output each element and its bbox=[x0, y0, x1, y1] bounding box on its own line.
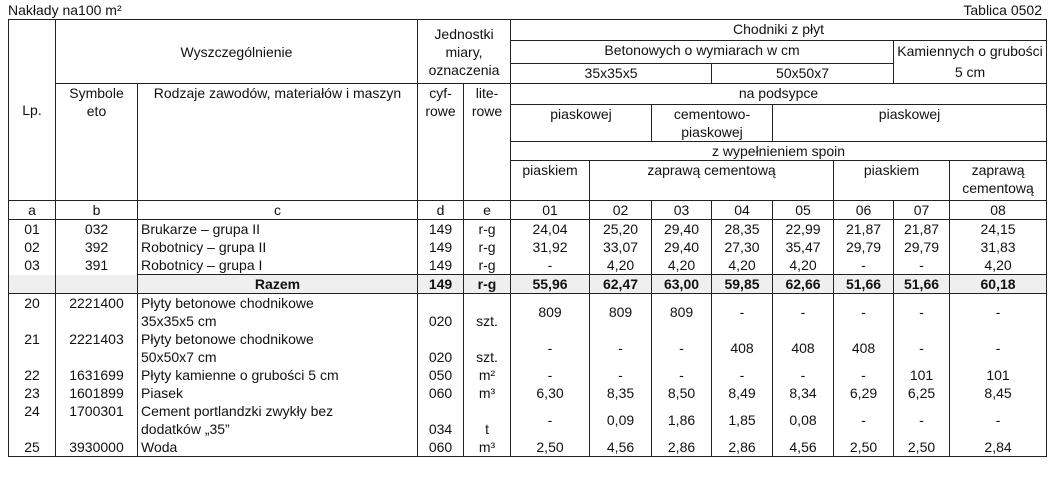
material-lp: 25 bbox=[9, 438, 56, 457]
material-value: - bbox=[834, 294, 894, 331]
table-row bbox=[9, 256, 1047, 275]
material-row bbox=[9, 438, 1047, 457]
material-value: 2,84 bbox=[950, 438, 1047, 457]
material-name bbox=[138, 438, 418, 457]
table-number: Tablica 0502 bbox=[963, 2, 1042, 18]
column-letter: 07 bbox=[894, 201, 950, 220]
col-jednostki: Jednostki miary, oznaczenia bbox=[418, 20, 511, 84]
row-lp: 02 bbox=[9, 238, 56, 256]
row-value: 31,83 bbox=[950, 238, 1047, 256]
column-letter: 03 bbox=[652, 201, 712, 220]
column-letters-row bbox=[9, 201, 1047, 220]
razem-value: 62,66 bbox=[773, 275, 834, 294]
material-value: 6,30 bbox=[511, 384, 590, 402]
material-value: - bbox=[894, 330, 950, 366]
material-row bbox=[9, 330, 1047, 366]
material-name-line: Płyty betonowe chodnikowe bbox=[141, 295, 314, 311]
page-header bbox=[8, 0, 1048, 20]
col-literowe: lite- rowe bbox=[464, 84, 511, 201]
material-value: 101 bbox=[894, 366, 950, 384]
material-symbol: 1601899 bbox=[56, 384, 138, 402]
material-value: - bbox=[894, 402, 950, 438]
col-cementowo-piaskowej: cementowo- piaskowej bbox=[652, 105, 773, 142]
row-value: 35,47 bbox=[773, 238, 834, 256]
row-value: - bbox=[511, 256, 590, 275]
row-value: 29,40 bbox=[652, 220, 712, 239]
material-value: - bbox=[834, 366, 894, 384]
row-name: Robotnicy – grupa I bbox=[138, 256, 418, 275]
material-value: 1,86 bbox=[652, 402, 712, 438]
material-value: 0,09 bbox=[590, 402, 652, 438]
row-value: 21,87 bbox=[834, 220, 894, 239]
material-value: 809 bbox=[590, 294, 652, 331]
column-letter: 06 bbox=[834, 201, 894, 220]
material-unit: t bbox=[464, 402, 511, 438]
norm-table bbox=[8, 19, 1047, 457]
column-letter: 02 bbox=[590, 201, 652, 220]
material-value: - bbox=[652, 366, 712, 384]
razem-label: Razem bbox=[138, 275, 418, 294]
material-value: 408 bbox=[773, 330, 834, 366]
material-name-line: Piasek bbox=[141, 385, 184, 401]
column-letter: 05 bbox=[773, 201, 834, 220]
col-kamiennych: Kamiennych o grubości 5 cm bbox=[894, 41, 1047, 84]
material-name bbox=[138, 330, 418, 366]
row-value: 29,79 bbox=[894, 238, 950, 256]
material-unit-code: 060 bbox=[418, 438, 464, 457]
material-value: 8,35 bbox=[590, 384, 652, 402]
material-value: - bbox=[511, 330, 590, 366]
row-lp: 01 bbox=[9, 220, 56, 239]
material-unit: szt. bbox=[464, 294, 511, 331]
material-name-line: dodatków „35” bbox=[141, 421, 230, 437]
column-letter: c bbox=[138, 201, 418, 220]
row-value: 31,92 bbox=[511, 238, 590, 256]
material-value: - bbox=[652, 330, 712, 366]
material-name-line: Woda bbox=[141, 439, 178, 455]
col-na-podsypce: na podsypce bbox=[511, 84, 1047, 105]
material-value: 408 bbox=[712, 330, 773, 366]
material-lp: 21 bbox=[9, 330, 56, 366]
razem-symbol bbox=[56, 275, 138, 294]
column-letter: e bbox=[464, 201, 511, 220]
row-value: 29,40 bbox=[652, 238, 712, 256]
material-value: - bbox=[712, 294, 773, 331]
col-symbole: Symbole eto bbox=[56, 84, 138, 201]
material-name bbox=[138, 366, 418, 384]
material-name bbox=[138, 384, 418, 402]
row-value: 33,07 bbox=[590, 238, 652, 256]
material-lp: 24 bbox=[9, 402, 56, 438]
row-unit: r-g bbox=[464, 238, 511, 256]
row-value: - bbox=[834, 256, 894, 275]
col-betonowych: Betonowych o wymiarach w cm bbox=[511, 41, 894, 64]
column-letter: 01 bbox=[511, 201, 590, 220]
col-z-wypelnieniem: z wypełnieniem spoin bbox=[511, 142, 1047, 161]
row-unit: r-g bbox=[464, 256, 511, 275]
row-value: 22,99 bbox=[773, 220, 834, 239]
material-unit: m³ bbox=[464, 384, 511, 402]
row-value: 24,04 bbox=[511, 220, 590, 239]
material-value: 4,56 bbox=[773, 438, 834, 457]
material-value: 8,34 bbox=[773, 384, 834, 402]
material-unit-code: 034 bbox=[418, 402, 464, 438]
row-lp: 03 bbox=[9, 256, 56, 275]
material-value: - bbox=[773, 294, 834, 331]
material-name-line: 35x35x5 cm bbox=[141, 313, 217, 329]
razem-value: 62,47 bbox=[590, 275, 652, 294]
col-rodzaje: Rodzaje zawodów, materiałów i maszyn bbox=[138, 84, 418, 201]
razem-unit-code: 149 bbox=[418, 275, 464, 294]
razem-unit: r-g bbox=[464, 275, 511, 294]
col-piaskowej-1: piaskowej bbox=[511, 105, 652, 142]
row-value: 29,79 bbox=[834, 238, 894, 256]
row-value: 28,35 bbox=[712, 220, 773, 239]
material-unit: m² bbox=[464, 366, 511, 384]
material-symbol: 1631699 bbox=[56, 366, 138, 384]
row-unit-code: 149 bbox=[418, 256, 464, 275]
material-value: 2,86 bbox=[652, 438, 712, 457]
row-unit-code: 149 bbox=[418, 220, 464, 239]
material-value: 8,50 bbox=[652, 384, 712, 402]
row-name: Brukarze – grupa II bbox=[138, 220, 418, 239]
row-value: 27,30 bbox=[712, 238, 773, 256]
material-value: - bbox=[712, 366, 773, 384]
material-symbol: 2221400 bbox=[56, 294, 138, 331]
row-unit: r-g bbox=[464, 220, 511, 239]
material-value: 2,50 bbox=[511, 438, 590, 457]
col-wyszczegolnienie: Wyszczególnienie bbox=[56, 20, 418, 84]
material-name-line: Cement portlandzki zwykły bez bbox=[141, 403, 334, 419]
row-value: 21,87 bbox=[894, 220, 950, 239]
col-size-35: 35x35x5 bbox=[511, 64, 712, 84]
col-zaprawa-2: zaprawą cementową bbox=[950, 161, 1047, 200]
material-value: - bbox=[950, 330, 1047, 366]
row-value: 4,20 bbox=[590, 256, 652, 275]
material-value: 408 bbox=[834, 330, 894, 366]
material-lp: 20 bbox=[9, 294, 56, 331]
material-value: - bbox=[950, 402, 1047, 438]
material-name bbox=[138, 294, 418, 331]
norm-title: Nakłady na100 m² bbox=[8, 2, 122, 18]
col-piaskiem-2: piaskiem bbox=[834, 161, 950, 200]
material-row bbox=[9, 366, 1047, 384]
material-value: 8,45 bbox=[950, 384, 1047, 402]
column-letter: a bbox=[9, 201, 56, 220]
material-name-line: Płyty kamienne o grubości 5 cm bbox=[141, 367, 339, 383]
material-unit-code: 060 bbox=[418, 384, 464, 402]
row-symbol: 392 bbox=[56, 238, 138, 256]
razem-lp bbox=[9, 275, 56, 294]
material-value: 101 bbox=[950, 366, 1047, 384]
material-symbol: 2221403 bbox=[56, 330, 138, 366]
material-unit-code: 050 bbox=[418, 366, 464, 384]
row-symbol: 032 bbox=[56, 220, 138, 239]
table-row bbox=[9, 220, 1047, 239]
material-value: - bbox=[773, 366, 834, 384]
col-chodniki: Chodniki z płyt bbox=[511, 20, 1047, 41]
razem-value: 63,00 bbox=[652, 275, 712, 294]
material-unit-code: 020 bbox=[418, 330, 464, 366]
material-value: 2,50 bbox=[834, 438, 894, 457]
table-row bbox=[9, 238, 1047, 256]
material-name-line: 50x50x7 cm bbox=[141, 349, 217, 365]
material-unit: szt. bbox=[464, 330, 511, 366]
col-cyfrowe: cyf- rowe bbox=[418, 84, 464, 201]
row-unit-code: 149 bbox=[418, 238, 464, 256]
material-name-line: Płyty betonowe chodnikowe bbox=[141, 331, 314, 347]
row-value: 25,20 bbox=[590, 220, 652, 239]
row-value: 4,20 bbox=[712, 256, 773, 275]
material-value: - bbox=[834, 402, 894, 438]
col-piaskiem-1: piaskiem bbox=[511, 161, 590, 200]
row-symbol: 391 bbox=[56, 256, 138, 275]
material-value: 6,29 bbox=[834, 384, 894, 402]
material-value: - bbox=[894, 294, 950, 331]
material-value: 1,85 bbox=[712, 402, 773, 438]
row-name: Robotnicy – grupa II bbox=[138, 238, 418, 256]
material-unit-code: 020 bbox=[418, 294, 464, 331]
material-value: 2,86 bbox=[712, 438, 773, 457]
razem-value: 59,85 bbox=[712, 275, 773, 294]
col-zaprawa-1: zaprawą cementową bbox=[590, 161, 834, 200]
column-letter: 04 bbox=[712, 201, 773, 220]
column-letter: 08 bbox=[950, 201, 1047, 220]
material-value: 2,50 bbox=[894, 438, 950, 457]
material-name bbox=[138, 402, 418, 438]
material-value: 4,56 bbox=[590, 438, 652, 457]
material-value: - bbox=[511, 366, 590, 384]
row-value: 4,20 bbox=[652, 256, 712, 275]
col-lp: Lp. bbox=[9, 20, 56, 201]
row-value: 4,20 bbox=[773, 256, 834, 275]
material-value: - bbox=[950, 294, 1047, 331]
material-symbol: 3930000 bbox=[56, 438, 138, 457]
razem-row bbox=[9, 275, 1047, 294]
col-piaskowej-2: piaskowej bbox=[773, 105, 1047, 142]
material-value: 8,49 bbox=[712, 384, 773, 402]
column-letter: d bbox=[418, 201, 464, 220]
razem-value: 55,96 bbox=[511, 275, 590, 294]
razem-value: 51,66 bbox=[834, 275, 894, 294]
material-lp: 23 bbox=[9, 384, 56, 402]
row-value: - bbox=[894, 256, 950, 275]
material-value: 0,08 bbox=[773, 402, 834, 438]
razem-value: 51,66 bbox=[894, 275, 950, 294]
material-value: 809 bbox=[652, 294, 712, 331]
material-value: - bbox=[511, 402, 590, 438]
col-size-50: 50x50x7 bbox=[712, 64, 894, 84]
material-value: - bbox=[590, 366, 652, 384]
column-letter: b bbox=[56, 201, 138, 220]
material-value: - bbox=[590, 330, 652, 366]
material-value: 809 bbox=[511, 294, 590, 331]
material-unit: m³ bbox=[464, 438, 511, 457]
row-value: 24,15 bbox=[950, 220, 1047, 239]
material-lp: 22 bbox=[9, 366, 56, 384]
material-row bbox=[9, 402, 1047, 438]
material-row bbox=[9, 294, 1047, 331]
razem-value: 60,18 bbox=[950, 275, 1047, 294]
row-value: 4,20 bbox=[950, 256, 1047, 275]
material-value: 6,25 bbox=[894, 384, 950, 402]
material-symbol: 1700301 bbox=[56, 402, 138, 438]
material-row bbox=[9, 384, 1047, 402]
